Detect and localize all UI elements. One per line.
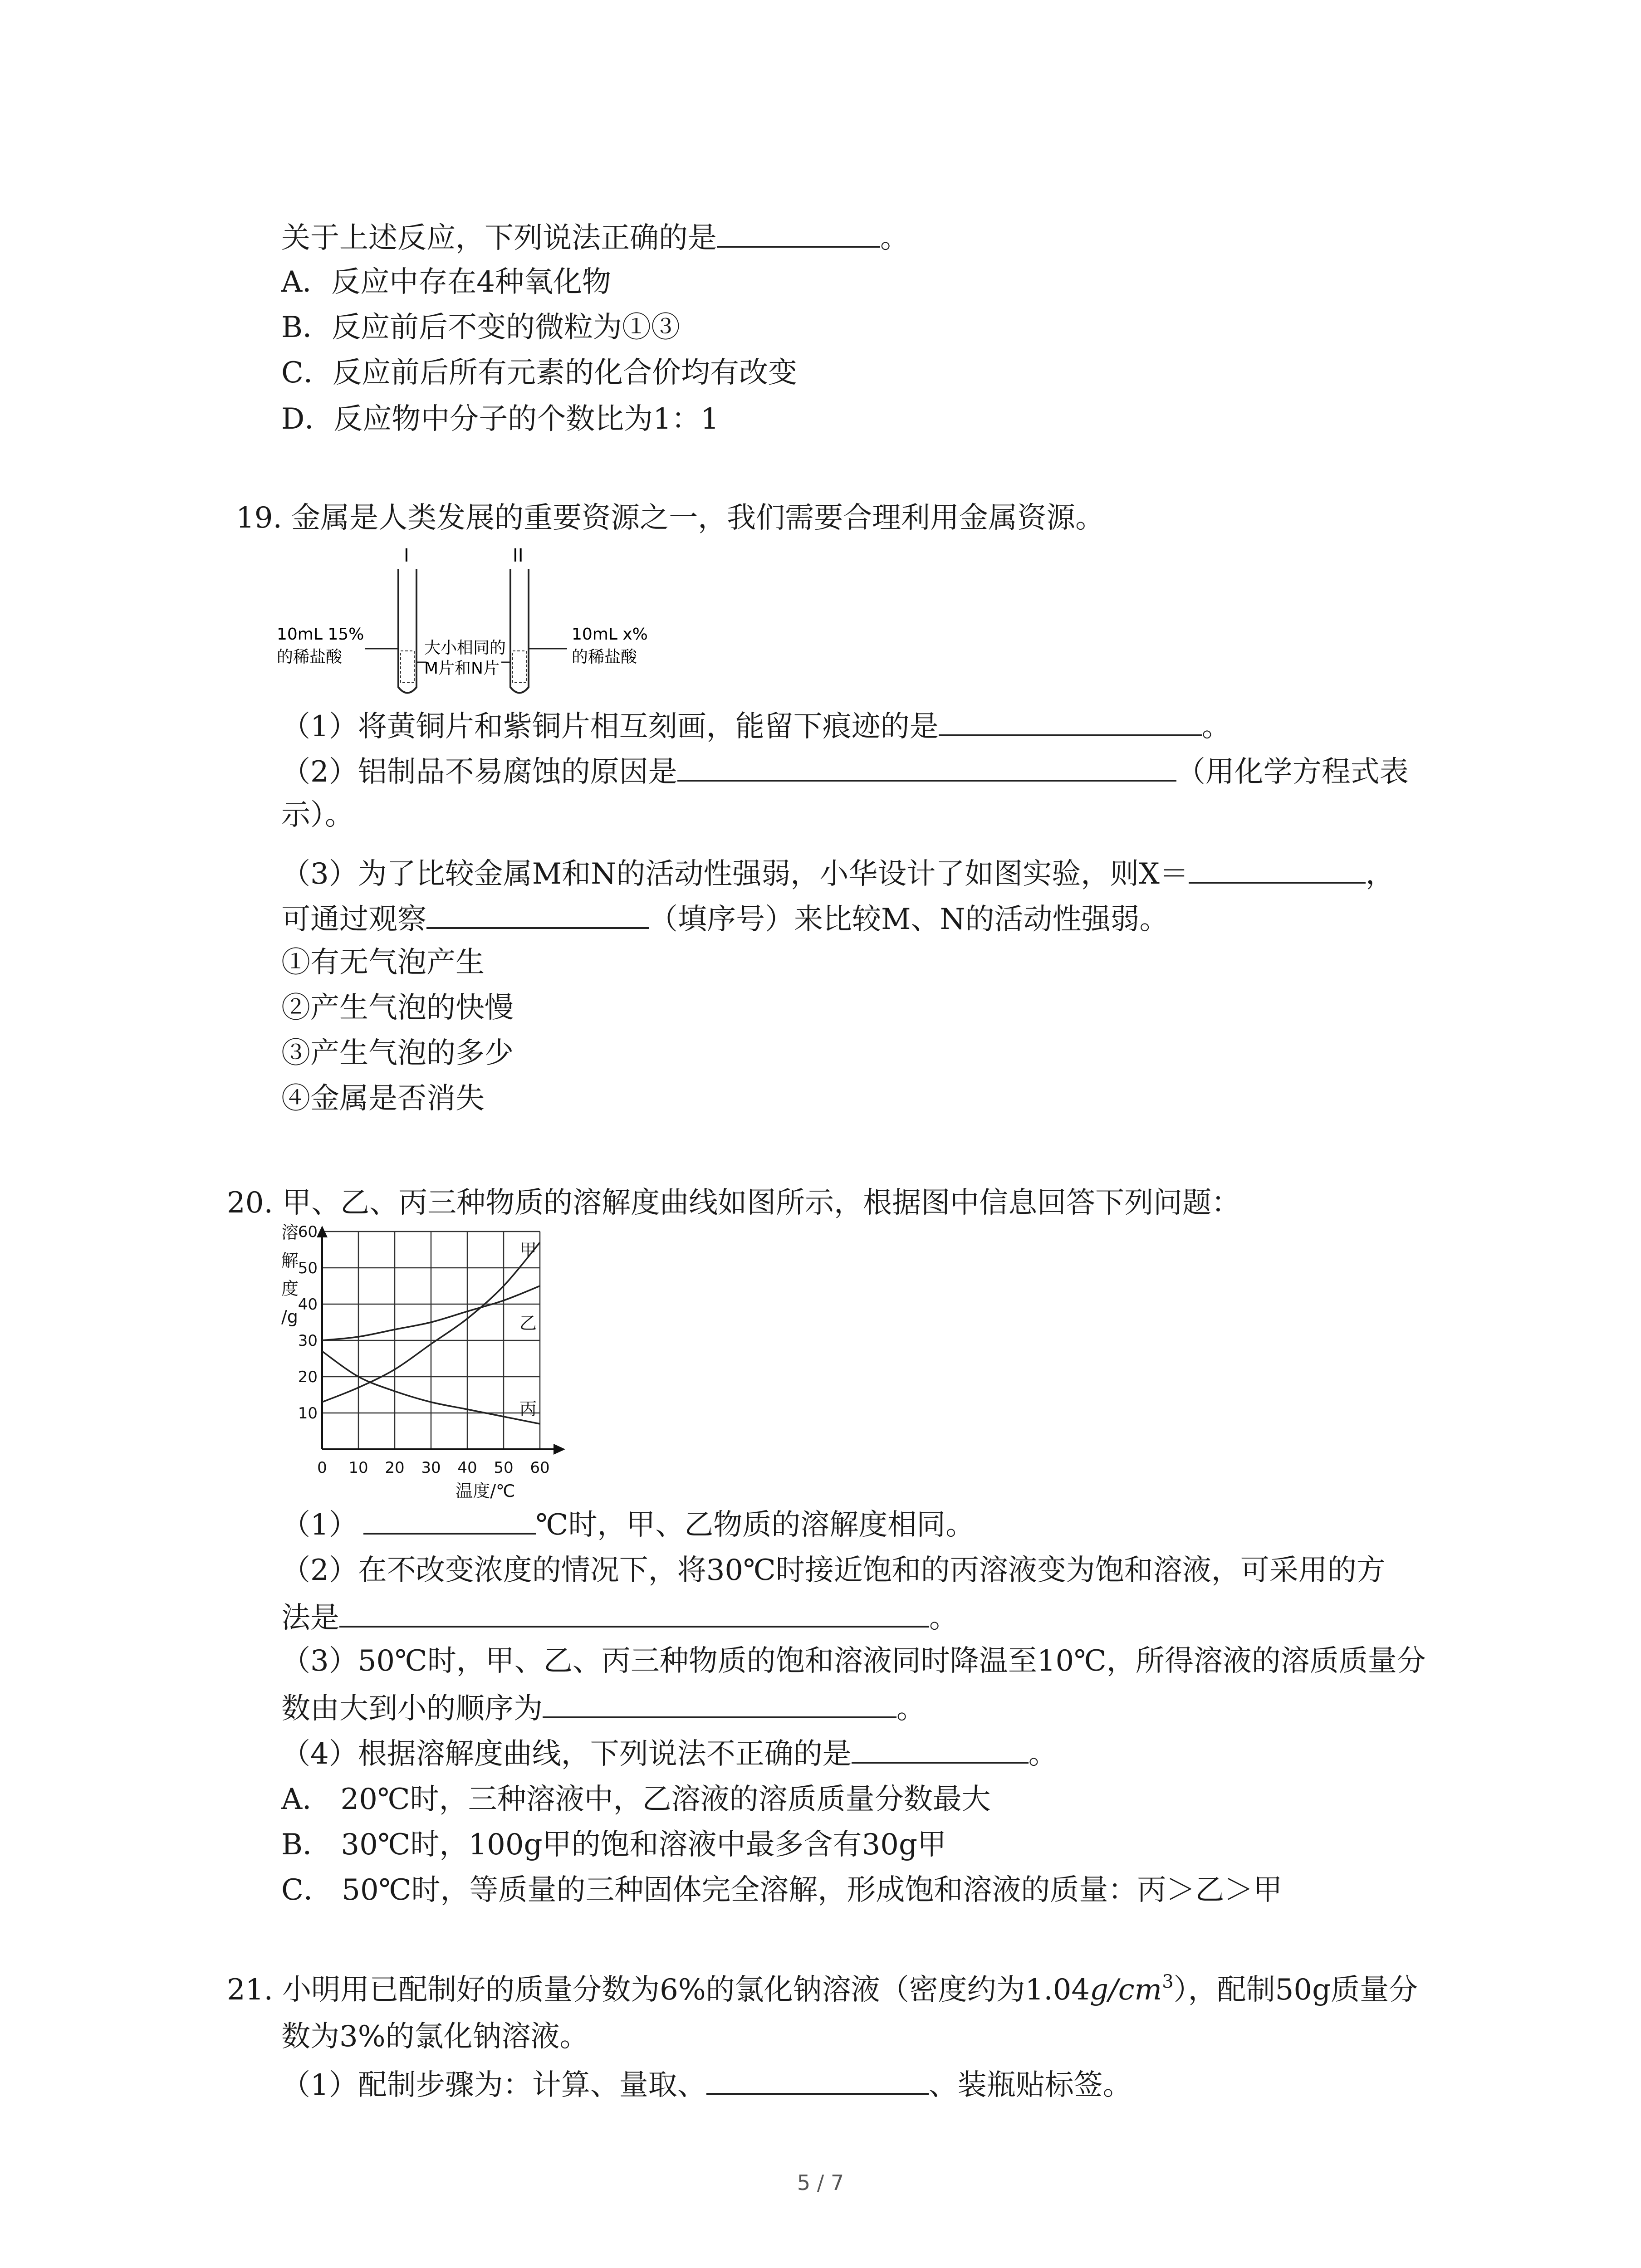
q19-test-tube-figure xyxy=(277,540,740,703)
x-tick-5: 50 xyxy=(494,1459,514,1477)
q20-part-1: （1） ℃时，甲、乙物质的溶解度相同。 xyxy=(281,1508,975,1542)
q19-part-3-line-1: （3）为了比较金属M和N的活动性强弱，小华设计了如图实验，则X＝ ， xyxy=(281,857,1395,891)
q19-part-3-line-2: 可通过观察 （填序号）来比较M、N的活动性强弱。 xyxy=(281,903,1169,936)
q20-part-2-line-1: （2）在不改变浓度的情况下，将30℃时接近饱和的丙溶液变为饱和溶液，可采用的方 xyxy=(281,1554,1386,1587)
y-label-char-2: 度 xyxy=(281,1279,299,1299)
series-label-0: 甲 xyxy=(519,1240,537,1260)
q20-option-b: B． 30℃时，100g甲的饱和溶液中最多含有30g甲 xyxy=(281,1828,946,1862)
q19-choice-4: ④金属是否消失 xyxy=(281,1082,485,1115)
q19-p1-blank[interactable] xyxy=(939,710,1202,736)
x-tick-4: 40 xyxy=(457,1459,477,1477)
page-number: 5 / 7 xyxy=(797,2170,844,2195)
q20-part-3-line-1: （3）50℃时，甲、乙、丙三种物质的饱和溶液同时降温至10℃，所得溶液的溶质质量分 xyxy=(281,1644,1426,1678)
x-tick-1: 10 xyxy=(348,1459,368,1477)
y-label-char-0: 溶 xyxy=(281,1222,299,1242)
solubility-chart xyxy=(272,1220,581,1501)
q19-part-2: （2）铝制品不易腐蚀的原因是 （用化学方程式表 xyxy=(281,755,1409,789)
series-label-1: 乙 xyxy=(519,1313,537,1333)
q20-part-4: （4）根据溶解度曲线，下列说法不正确的是 。 xyxy=(281,1737,1058,1771)
q20-option-c: C． 50℃时，等质量的三种固体完全溶解，形成饱和溶液的质量：丙＞乙＞甲 xyxy=(281,1873,1283,1907)
q18-answer-blank[interactable] xyxy=(717,221,880,248)
q20-option-a: A． 20℃时，三种溶液中，乙溶液的溶质质量分数最大 xyxy=(281,1783,991,1816)
y-tick-5: 60 xyxy=(298,1223,318,1241)
x-tick-2: 20 xyxy=(385,1459,405,1477)
q19-p3-observe-blank[interactable] xyxy=(426,903,649,929)
q20-part-2-line-2: 法是 。 xyxy=(281,1601,958,1635)
y-tick-4: 50 xyxy=(298,1259,318,1277)
q21-part-1: （1）配制步骤为：计算、量取、 、装瓶贴标签。 xyxy=(281,2068,1132,2102)
q20-p4-blank[interactable] xyxy=(852,1737,1029,1764)
q18-option-d: D．反应物中分子的个数比为1：1 xyxy=(281,402,719,436)
q21-line-1: 21. 小明用已配制好的质量分数为6%的氯化钠溶液（密度约为$1.04g/cm^3$），配制50g质量分 xyxy=(227,1971,1418,2007)
y-label-char-1: 解 xyxy=(281,1251,299,1271)
q19-choice-1: ①有无气泡产生 xyxy=(281,946,485,979)
center-label-1: 大小相同的 xyxy=(424,639,506,657)
q21-line-2: 数为3%的氯化钠溶液。 xyxy=(281,2020,589,2053)
q18-option-a: A．反应中存在4种氧化物 xyxy=(281,265,611,299)
right-label-1: 10mL x% xyxy=(572,625,648,644)
q19-stem: 19. 金属是人类发展的重要资源之一，我们需要合理利用金属资源。 xyxy=(236,501,1105,535)
q18-option-c: C．反应前后所有元素的化合价均有改变 xyxy=(281,356,797,390)
q20-p3-blank[interactable] xyxy=(543,1692,896,1718)
q20-stem: 20. 甲、乙、丙三种物质的溶解度曲线如图所示，根据图中信息回答下列问题： xyxy=(227,1186,1241,1220)
y-tick-3: 40 xyxy=(298,1295,318,1314)
x-tick-0: 0 xyxy=(317,1459,327,1477)
x-tick-3: 30 xyxy=(421,1459,441,1477)
series-label-2: 丙 xyxy=(519,1399,537,1419)
q20-part-3-line-2: 数由大到小的顺序为 。 xyxy=(281,1692,926,1725)
q19-p2-blank[interactable] xyxy=(677,755,1176,782)
q19-part-2-cont: 示）。 xyxy=(281,798,354,832)
q19-choice-2: ②产生气泡的快慢 xyxy=(281,991,514,1025)
q19-part-1: （1）将黄铜片和紫铜片相互刻画，能留下痕迹的是 。 xyxy=(281,710,1231,743)
q19-choice-3: ③产生气泡的多少 xyxy=(281,1036,514,1070)
left-label-1: 10mL 15% xyxy=(277,625,364,644)
q18-stem: 关于上述反应，下列说法正确的是 。 xyxy=(281,221,909,255)
right-label-2: 的稀盐酸 xyxy=(572,648,637,666)
tube-2-label: II xyxy=(513,545,524,566)
tube-1-label: I xyxy=(404,545,409,566)
q19-p3-x-blank[interactable] xyxy=(1189,857,1366,884)
center-label-2: M片和N片 xyxy=(424,659,500,678)
y-tick-2: 30 xyxy=(298,1332,318,1350)
q21-p1-blank[interactable] xyxy=(706,2068,929,2095)
y-tick-1: 20 xyxy=(298,1368,318,1386)
y-tick-0: 10 xyxy=(298,1404,318,1422)
q18-option-b: B．反应前后不变的微粒为①③ xyxy=(281,311,681,344)
x-tick-6: 60 xyxy=(530,1459,550,1477)
y-label-char-3: /g xyxy=(281,1307,298,1327)
q20-p1-blank[interactable] xyxy=(363,1508,536,1535)
x-axis-arrow xyxy=(554,1444,565,1455)
x-axis-label: 温度/℃ xyxy=(456,1481,515,1501)
left-label-2: 的稀盐酸 xyxy=(277,648,343,666)
q20-p2-blank[interactable] xyxy=(339,1601,929,1628)
